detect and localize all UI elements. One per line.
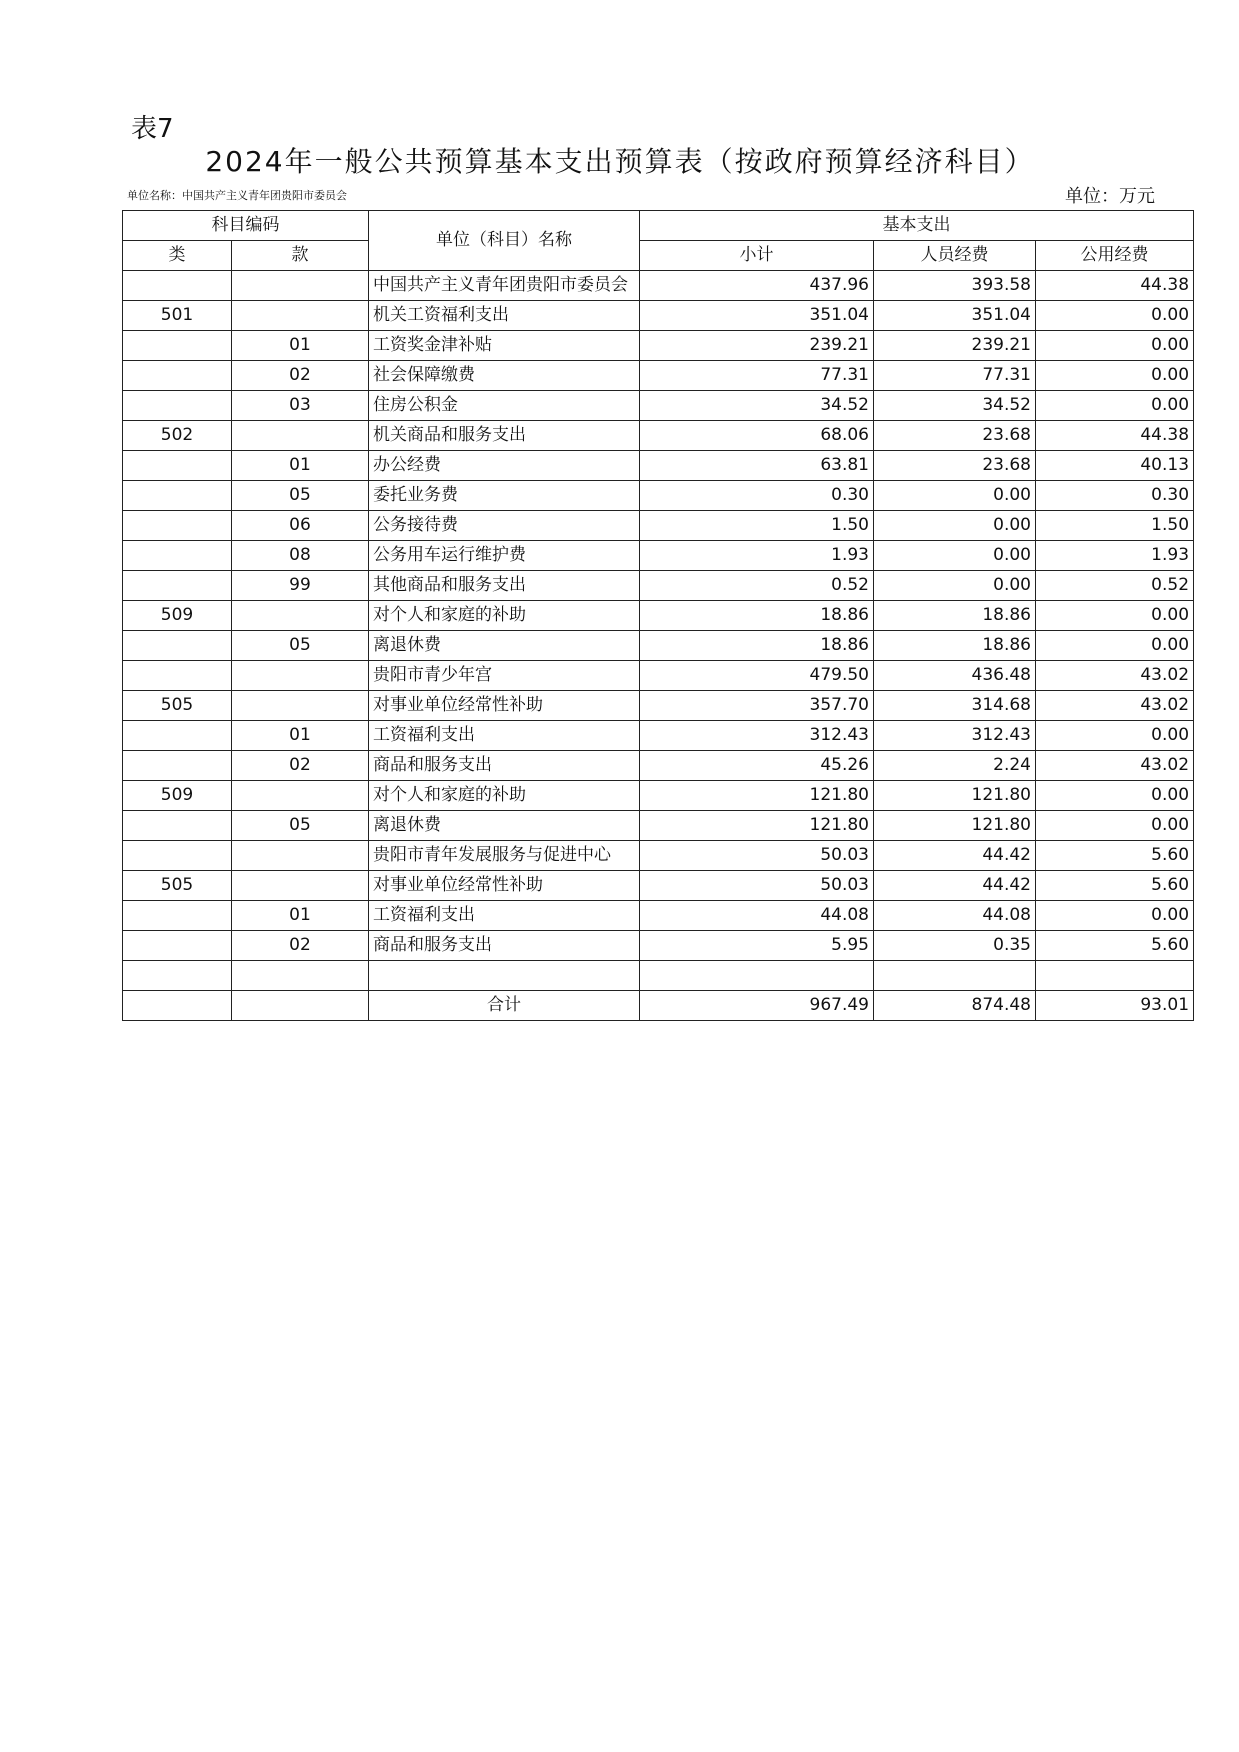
total-label: 合计 xyxy=(369,991,640,1021)
cell-public: 5.60 xyxy=(1036,871,1194,901)
table-row xyxy=(123,451,1194,481)
cell-kuan xyxy=(232,421,369,451)
cell-lei: 502 xyxy=(123,421,232,451)
cell-kuan xyxy=(232,871,369,901)
cell-kuan: 01 xyxy=(232,331,369,361)
cell-kuan: 03 xyxy=(232,391,369,421)
cell-name: 对事业单位经常性补助 xyxy=(369,871,640,901)
cell-subtotal: 18.86 xyxy=(640,601,874,631)
cell-lei xyxy=(123,271,232,301)
table-row xyxy=(123,271,1194,301)
cell-name: 中国共产主义青年团贵阳市委员会 xyxy=(369,271,640,301)
cell-name: 公务用车运行维护费 xyxy=(369,541,640,571)
cell-public xyxy=(1036,961,1194,991)
cell-personnel: 121.80 xyxy=(874,811,1036,841)
table-number: 表7 xyxy=(131,114,174,144)
cell-name: 机关商品和服务支出 xyxy=(369,421,640,451)
cell-lei xyxy=(123,811,232,841)
cell-public: 43.02 xyxy=(1036,661,1194,691)
cell-name: 委托业务费 xyxy=(369,481,640,511)
table-row xyxy=(123,571,1194,601)
cell-public: 43.02 xyxy=(1036,751,1194,781)
cell-public: 0.30 xyxy=(1036,481,1194,511)
cell-personnel: 0.00 xyxy=(874,571,1036,601)
table-row xyxy=(123,301,1194,331)
cell-public: 1.50 xyxy=(1036,511,1194,541)
cell-public: 5.60 xyxy=(1036,931,1194,961)
cell-subtotal: 0.30 xyxy=(640,481,874,511)
cell-subtotal: 312.43 xyxy=(640,721,874,751)
cell-kuan: 05 xyxy=(232,481,369,511)
cell-subtotal: 0.52 xyxy=(640,571,874,601)
cell-kuan xyxy=(232,961,369,991)
cell-public: 0.00 xyxy=(1036,811,1194,841)
cell-personnel: 18.86 xyxy=(874,601,1036,631)
header-name: 单位（科目）名称 xyxy=(369,211,640,271)
cell-subtotal: 34.52 xyxy=(640,391,874,421)
cell-public: 0.00 xyxy=(1036,781,1194,811)
total-public: 93.01 xyxy=(1036,991,1194,1021)
table-row xyxy=(123,481,1194,511)
table-row xyxy=(123,541,1194,571)
cell-public: 43.02 xyxy=(1036,691,1194,721)
total-subtotal: 967.49 xyxy=(640,991,874,1021)
cell-subtotal: 63.81 xyxy=(640,451,874,481)
cell-public: 0.00 xyxy=(1036,361,1194,391)
cell-name: 离退休费 xyxy=(369,811,640,841)
cell-lei xyxy=(123,901,232,931)
page-title: 2024年一般公共预算基本支出预算表（按政府预算经济科目） xyxy=(205,145,1035,178)
table-body xyxy=(123,271,1194,991)
cell-public: 1.93 xyxy=(1036,541,1194,571)
cell-lei xyxy=(123,481,232,511)
cell-name: 机关工资福利支出 xyxy=(369,301,640,331)
cell-public: 44.38 xyxy=(1036,271,1194,301)
cell-public: 44.38 xyxy=(1036,421,1194,451)
header-kuan: 款 xyxy=(232,241,369,271)
cell-subtotal: 50.03 xyxy=(640,871,874,901)
cell-name: 对个人和家庭的补助 xyxy=(369,601,640,631)
table-row xyxy=(123,601,1194,631)
table-row xyxy=(123,661,1194,691)
cell-name: 工资奖金津补贴 xyxy=(369,331,640,361)
table-row xyxy=(123,781,1194,811)
budget-table xyxy=(122,210,1194,1021)
cell-public: 0.00 xyxy=(1036,301,1194,331)
cell-name: 住房公积金 xyxy=(369,391,640,421)
header-subtotal: 小计 xyxy=(640,241,874,271)
cell-personnel: 351.04 xyxy=(874,301,1036,331)
total-lei xyxy=(123,991,232,1021)
cell-personnel: 44.42 xyxy=(874,841,1036,871)
cell-kuan: 02 xyxy=(232,361,369,391)
cell-kuan xyxy=(232,691,369,721)
cell-lei xyxy=(123,541,232,571)
cell-subtotal: 1.50 xyxy=(640,511,874,541)
cell-kuan xyxy=(232,601,369,631)
table-row xyxy=(123,511,1194,541)
cell-subtotal: 121.80 xyxy=(640,811,874,841)
cell-public: 0.52 xyxy=(1036,571,1194,601)
cell-public: 40.13 xyxy=(1036,451,1194,481)
currency-unit: 单位：万元 xyxy=(1065,186,1155,207)
cell-public: 0.00 xyxy=(1036,331,1194,361)
cell-subtotal xyxy=(640,961,874,991)
header-code-group: 科目编码 xyxy=(123,211,369,241)
cell-lei: 509 xyxy=(123,601,232,631)
cell-personnel: 44.42 xyxy=(874,871,1036,901)
cell-kuan: 01 xyxy=(232,901,369,931)
cell-kuan xyxy=(232,301,369,331)
cell-personnel: 239.21 xyxy=(874,331,1036,361)
cell-personnel: 0.00 xyxy=(874,481,1036,511)
table-row xyxy=(123,331,1194,361)
cell-kuan xyxy=(232,781,369,811)
cell-kuan xyxy=(232,271,369,301)
cell-lei xyxy=(123,631,232,661)
cell-public: 0.00 xyxy=(1036,901,1194,931)
cell-kuan: 08 xyxy=(232,541,369,571)
cell-kuan: 02 xyxy=(232,751,369,781)
cell-personnel xyxy=(874,961,1036,991)
cell-personnel: 44.08 xyxy=(874,901,1036,931)
cell-subtotal: 121.80 xyxy=(640,781,874,811)
cell-personnel: 18.86 xyxy=(874,631,1036,661)
cell-name: 其他商品和服务支出 xyxy=(369,571,640,601)
cell-subtotal: 351.04 xyxy=(640,301,874,331)
header-personnel: 人员经费 xyxy=(874,241,1036,271)
cell-kuan: 05 xyxy=(232,631,369,661)
cell-subtotal: 5.95 xyxy=(640,931,874,961)
cell-lei xyxy=(123,661,232,691)
table-row xyxy=(123,811,1194,841)
cell-name xyxy=(369,961,640,991)
cell-name: 办公经费 xyxy=(369,451,640,481)
cell-subtotal: 44.08 xyxy=(640,901,874,931)
table-row xyxy=(123,841,1194,871)
cell-personnel: 0.35 xyxy=(874,931,1036,961)
table-row xyxy=(123,691,1194,721)
cell-name: 贵阳市青少年宫 xyxy=(369,661,640,691)
table-row xyxy=(123,361,1194,391)
table-row xyxy=(123,901,1194,931)
cell-personnel: 0.00 xyxy=(874,541,1036,571)
table-row xyxy=(123,961,1194,991)
table-row xyxy=(123,631,1194,661)
cell-personnel: 77.31 xyxy=(874,361,1036,391)
cell-lei xyxy=(123,931,232,961)
cell-name: 商品和服务支出 xyxy=(369,751,640,781)
cell-name: 公务接待费 xyxy=(369,511,640,541)
cell-subtotal: 77.31 xyxy=(640,361,874,391)
cell-public: 0.00 xyxy=(1036,601,1194,631)
unit-name: 单位名称：中国共产主义青年团贵阳市委员会 xyxy=(127,189,347,202)
header-lei: 类 xyxy=(123,241,232,271)
cell-personnel: 121.80 xyxy=(874,781,1036,811)
cell-personnel: 23.68 xyxy=(874,421,1036,451)
cell-subtotal: 1.93 xyxy=(640,541,874,571)
cell-personnel: 0.00 xyxy=(874,511,1036,541)
cell-public: 5.60 xyxy=(1036,841,1194,871)
cell-lei xyxy=(123,361,232,391)
cell-lei: 505 xyxy=(123,871,232,901)
cell-name: 社会保障缴费 xyxy=(369,361,640,391)
cell-lei xyxy=(123,451,232,481)
cell-lei xyxy=(123,391,232,421)
table-row xyxy=(123,871,1194,901)
cell-personnel: 2.24 xyxy=(874,751,1036,781)
cell-lei xyxy=(123,721,232,751)
cell-name: 贵阳市青年发展服务与促进中心 xyxy=(369,841,640,871)
cell-subtotal: 479.50 xyxy=(640,661,874,691)
cell-personnel: 314.68 xyxy=(874,691,1036,721)
header-basic-group: 基本支出 xyxy=(640,211,1194,241)
cell-name: 商品和服务支出 xyxy=(369,931,640,961)
cell-kuan: 05 xyxy=(232,811,369,841)
cell-lei xyxy=(123,841,232,871)
cell-name: 离退休费 xyxy=(369,631,640,661)
cell-personnel: 393.58 xyxy=(874,271,1036,301)
cell-lei xyxy=(123,571,232,601)
cell-lei: 501 xyxy=(123,301,232,331)
table-row xyxy=(123,421,1194,451)
cell-kuan xyxy=(232,661,369,691)
cell-kuan: 99 xyxy=(232,571,369,601)
cell-subtotal: 68.06 xyxy=(640,421,874,451)
cell-kuan: 02 xyxy=(232,931,369,961)
cell-lei xyxy=(123,331,232,361)
header-public: 公用经费 xyxy=(1036,241,1194,271)
cell-subtotal: 50.03 xyxy=(640,841,874,871)
cell-subtotal: 239.21 xyxy=(640,331,874,361)
total-personnel: 874.48 xyxy=(874,991,1036,1021)
total-row xyxy=(123,991,1194,1021)
table-row xyxy=(123,931,1194,961)
table-row xyxy=(123,391,1194,421)
cell-name: 工资福利支出 xyxy=(369,901,640,931)
cell-public: 0.00 xyxy=(1036,631,1194,661)
cell-subtotal: 437.96 xyxy=(640,271,874,301)
total-kuan xyxy=(232,991,369,1021)
cell-kuan: 01 xyxy=(232,451,369,481)
cell-lei xyxy=(123,751,232,781)
cell-subtotal: 357.70 xyxy=(640,691,874,721)
cell-public: 0.00 xyxy=(1036,721,1194,751)
cell-personnel: 312.43 xyxy=(874,721,1036,751)
cell-public: 0.00 xyxy=(1036,391,1194,421)
cell-personnel: 23.68 xyxy=(874,451,1036,481)
cell-kuan: 01 xyxy=(232,721,369,751)
cell-lei: 505 xyxy=(123,691,232,721)
cell-personnel: 436.48 xyxy=(874,661,1036,691)
cell-subtotal: 18.86 xyxy=(640,631,874,661)
table-row xyxy=(123,751,1194,781)
cell-name: 工资福利支出 xyxy=(369,721,640,751)
cell-subtotal: 45.26 xyxy=(640,751,874,781)
cell-lei: 509 xyxy=(123,781,232,811)
cell-lei xyxy=(123,961,232,991)
cell-personnel: 34.52 xyxy=(874,391,1036,421)
cell-kuan: 06 xyxy=(232,511,369,541)
cell-name: 对事业单位经常性补助 xyxy=(369,691,640,721)
cell-lei xyxy=(123,511,232,541)
table-row xyxy=(123,721,1194,751)
cell-name: 对个人和家庭的补助 xyxy=(369,781,640,811)
cell-kuan xyxy=(232,841,369,871)
